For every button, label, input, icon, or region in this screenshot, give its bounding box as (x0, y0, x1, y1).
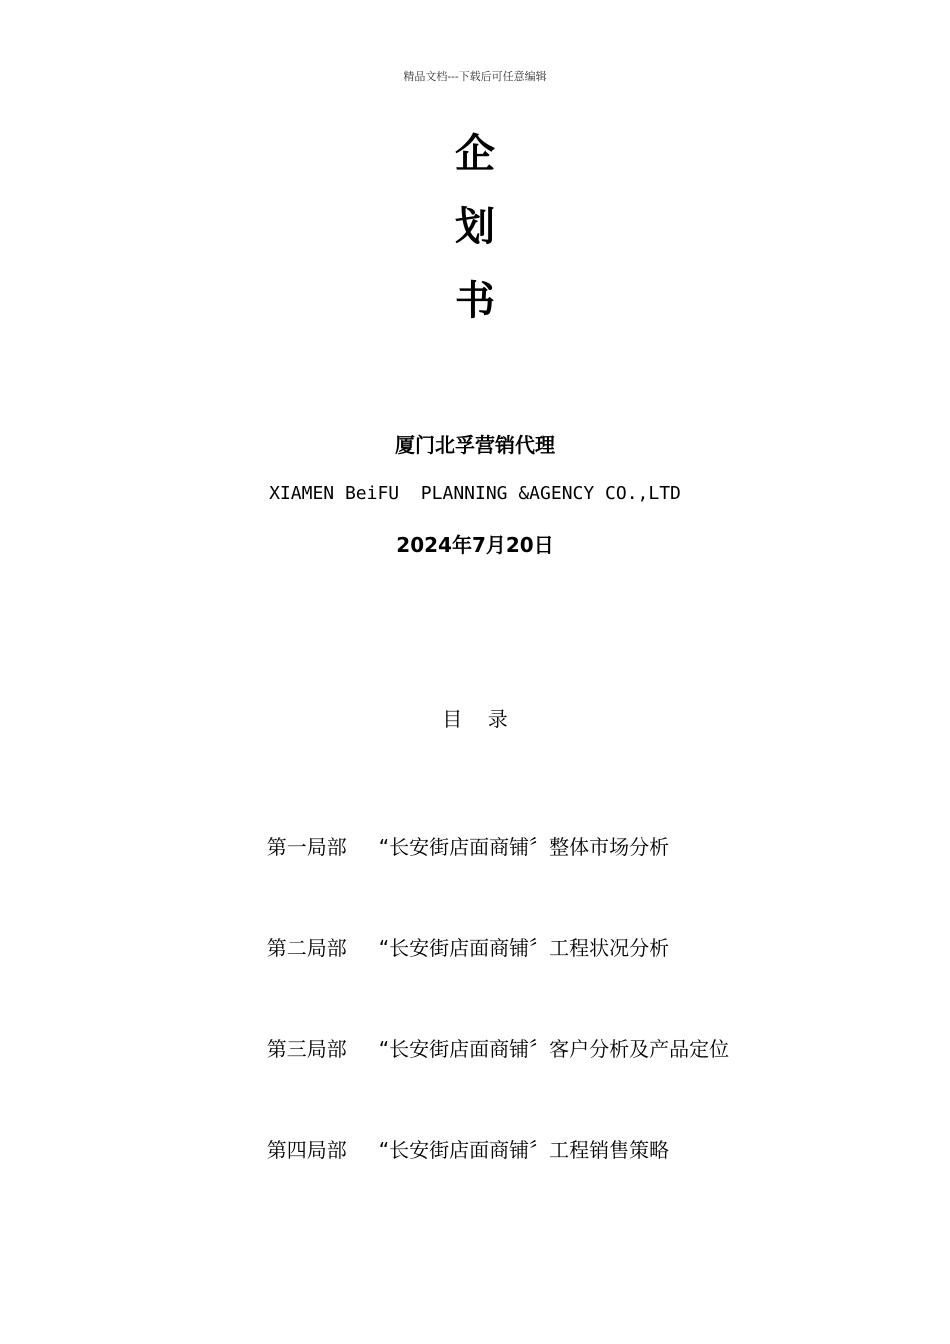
toc-item-title: “长安街店面商铺〞客户分析及产品定位 (378, 1037, 730, 1061)
page-header-note: 精品文档---下载后可任意编辑 (403, 70, 547, 83)
toc-item (254, 1111, 669, 1163)
company-name-chinese: 厦门北孚营销代理 (395, 433, 555, 457)
document-title-char-3: 书 (455, 278, 495, 324)
toc-item-part: 第四局部 (266, 1138, 347, 1162)
toc-item (254, 808, 669, 860)
toc-item-title: “长安街店面商铺〞工程销售策略 (378, 1138, 670, 1162)
document-date: 2024年7月20日 (396, 533, 554, 557)
table-of-contents-title: 目 录 (442, 707, 508, 731)
document-title-char-2: 划 (455, 204, 495, 250)
toc-item (254, 1010, 729, 1062)
toc-item-title: “长安街店面商铺〞整体市场分析 (378, 835, 670, 859)
document-title-char-1: 企 (455, 131, 495, 177)
toc-item-title: “长安街店面商铺〞工程状况分析 (378, 936, 670, 960)
toc-item-part: 第一局部 (266, 835, 347, 859)
toc-item (254, 909, 669, 961)
toc-item-part: 第三局部 (266, 1037, 347, 1061)
company-name-english: XIAMEN BeiFU PLANNING &AGENCY CO.,LTD (269, 483, 681, 504)
toc-item-part: 第二局部 (266, 936, 347, 960)
